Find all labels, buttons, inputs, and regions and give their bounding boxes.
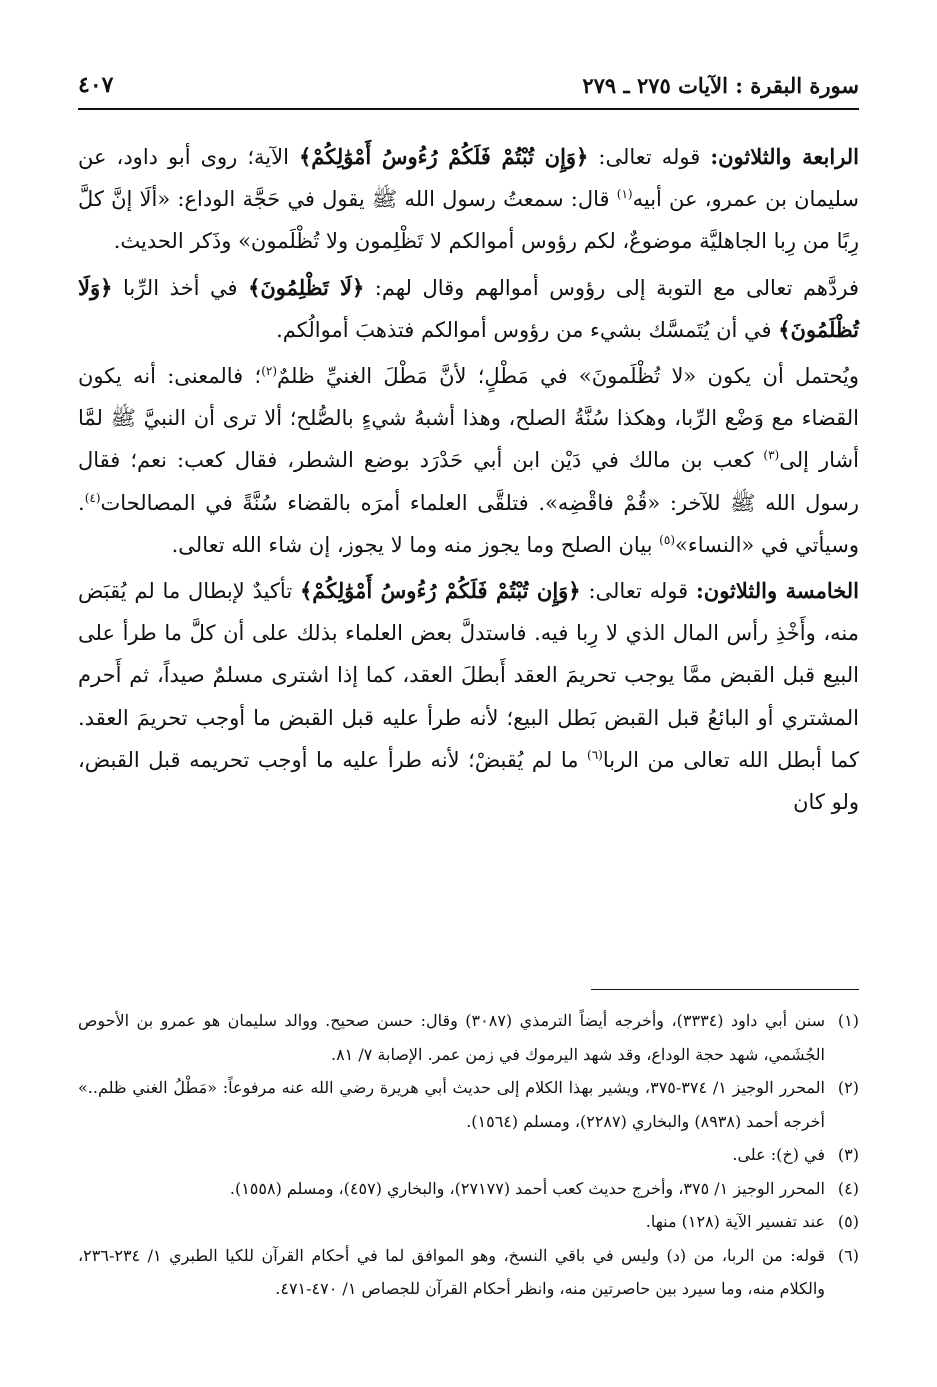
- footnote-number: (١): [837, 1011, 859, 1030]
- paragraph-text: الآية؛ روى أبو داود، عن سليمان بن عمرو، عن أبيه: [78, 145, 859, 212]
- main-text: [78, 136, 859, 827]
- footnote-item: [78, 1172, 859, 1206]
- paragraph-lead: الرابعة والثلاثون:: [710, 144, 860, 169]
- paragraph-text: كعب بن مالك في دَيْن ابن أبي حَدْرَد بوضع الشطر، فقال كعب: نعم؛ فقال رسول الله ﷺ للآخر: «قُمْ فاقْضِه». فتلقَّى العلماء أمرَه بالقضاء سُنَّةً في المصالحات: [78, 448, 859, 515]
- paragraph-meaning: [78, 355, 859, 566]
- paragraph-text: فردَّهم تعالى مع التوبة إلى رؤوس أموالهم وقال لهم:: [364, 275, 859, 300]
- footnote-item: [78, 1138, 859, 1172]
- footnotes: [78, 1004, 859, 1306]
- footnote-ref: (٢): [261, 364, 278, 379]
- footnote-ref: (٥): [659, 532, 675, 547]
- paragraph-text: ؛ فالمعنى: أنه يكون القضاء مع وَضْع الرِّبا، وهكذا سُنَّةُ الصلح، وهذا أشبهُ شيءٍ بالصُّلح؛ ألا ترى أن النبيَّ ﷺ لمَّا أشار إلى: [78, 364, 859, 473]
- footnote-item: [78, 1004, 859, 1071]
- footnote-ref: (٦): [587, 747, 603, 762]
- paragraph-text: بيان الصلح وما يجوز منه وما لا يجوز، إن شاء الله تعالى.: [171, 532, 660, 557]
- footnote-number: (٢): [837, 1078, 859, 1097]
- paragraph-35: [78, 570, 859, 823]
- paragraph-text: ما لم يُقبضْ؛ لأنه طرأ عليه ما أوجب تحريمه قبل القبض، ولو كان: [78, 747, 859, 815]
- footnote-text: المحرر الوجيز ١/ ٣٧٤-٣٧٥، ويشير بهذا الكلام إلى حديث أبي هريرة رضي الله عنه مرفوعاً: «مَطْلُ الغني ظلم..» أخرجه أحمد (٨٩٣٨) والبخاري (٢٢٨٧)، ومسلم (١٥٦٤).: [78, 1078, 825, 1131]
- paragraph-text: قال: سمعتُ رسول الله ﷺ يقول في حَجَّة الوداع: «ألَا إنَّ كلَّ رِبًا من رِبا الجاهليَّة موضوعٌ، لكم رؤوس أموالكم لا تَظْلِمون ولا تُظْلَمون» وذَكر الحديث.: [78, 187, 859, 254]
- paragraph-text: ويُحتمل أن يكون «لا تُظْلَمونَ» في مَطْلٍ؛ لأنَّ مَطْلَ الغنيِّ ظلمٌ: [277, 364, 859, 389]
- paragraph-text: . وسيأتي في «النساء»: [78, 490, 859, 557]
- page-number: ٤٠٧: [78, 72, 114, 98]
- footnote-number: (٤): [837, 1178, 859, 1198]
- quran-quote: ﴿وَلَا تُظْلَمُونَ﴾: [78, 274, 859, 342]
- footnote-text: سنن أبي داود (٣٣٣٤)، وأخرجه أيضاً الترمذي (٣٠٨٧) وقال: حسن صحيح. ووالد سليمان هو عمرو بن الأحوص الجُشَمي، شهد حجة الوداع، وقد شهد اليرموك في زمن عمر. الإصابة ٧/ ٨١.: [78, 1011, 826, 1064]
- footnote-item: [78, 1205, 859, 1239]
- running-head: سورة البقرة : الآيات ٢٧٥ ـ ٢٧٩: [582, 72, 859, 98]
- footnote-text: في (خ): على.: [732, 1145, 825, 1164]
- paragraph-34: [78, 136, 859, 263]
- footnote-number: (٦): [837, 1245, 859, 1265]
- footnote-text: المحرر الوجيز ١/ ٣٧٥، وأخرج حديث كعب أحمد (٢٧١٧٧)، والبخاري (٤٥٧)، ومسلم (١٥٥٨).: [229, 1178, 825, 1198]
- quran-quote: ﴿لَا تَظْلِمُونَ﴾: [248, 274, 365, 300]
- paragraph-text: في أن يُتَمسَّك بشيء من رؤوس أموالكم فتذهبَ أموالُكم.: [276, 317, 779, 342]
- paragraph-lead: الخامسة والثلاثون:: [696, 578, 860, 604]
- footnote-ref: (٣): [763, 448, 780, 463]
- footnote-item: [78, 1239, 859, 1306]
- paragraph-text: قوله تعالى:: [580, 579, 697, 604]
- paragraph-text: تأكيدٌ لإبطال ما لم يُقبَض منه، وأَخْذِ رأس المال الذي لا رِبا فيه. فاستدلَّ بعض العلماء بذلك على أن كلَّ ما طرأ على البيع قبل القبض ممَّا يوجب تحريمَ العقد أَبطلَ العقد، كما إذا اشترى مسلمٌ صيداً، ثم أَحرم المشتري أو البائعُ قبل القبض بَطل البيع؛ لأنه طرأ عليه قبل القبض ما أوجب تحريمَ العقد. كما أبطل الله تعالى من الربا: [78, 579, 859, 772]
- footnote-text: قوله: من الربا، من (د) وليس في باقي النسخ، وهو الموافق لما في أحكام القرآن للكيا الطبري ١/ ٢٣٤-٢٣٦، والكلام منه، وما سيرد بين حاصرتين منه، وانظر أحكام القرآن للجصاص ١/ ٤٧٠-٤٧١.: [78, 1245, 825, 1298]
- paragraph-text: في أخذ الرِّبا: [112, 275, 249, 300]
- footnote-number: (٥): [837, 1212, 859, 1231]
- paragraph-explanation: [78, 267, 859, 351]
- paragraph-text: قوله تعالى:: [588, 145, 711, 169]
- quran-quote: ﴿وَإِن تُبْتُمْ فَلَكُمْ رُءُوسُ أَمْوَٰلِكُمْ﴾: [298, 144, 589, 169]
- footnote-item: [78, 1071, 859, 1138]
- quran-quote: ﴿وَإِن تُبْتُمْ فَلَكُمْ رُءُوسُ أَمْوَٰلِكُمْ﴾: [300, 578, 581, 604]
- footnote-ref: (١): [616, 187, 633, 202]
- footnote-number: (٣): [837, 1145, 859, 1164]
- page-header: [78, 62, 859, 110]
- footnote-separator: [591, 989, 859, 990]
- footnote-text: عند تفسير الآية (١٢٨) منها.: [645, 1212, 825, 1231]
- footnote-ref: (٤): [84, 490, 101, 505]
